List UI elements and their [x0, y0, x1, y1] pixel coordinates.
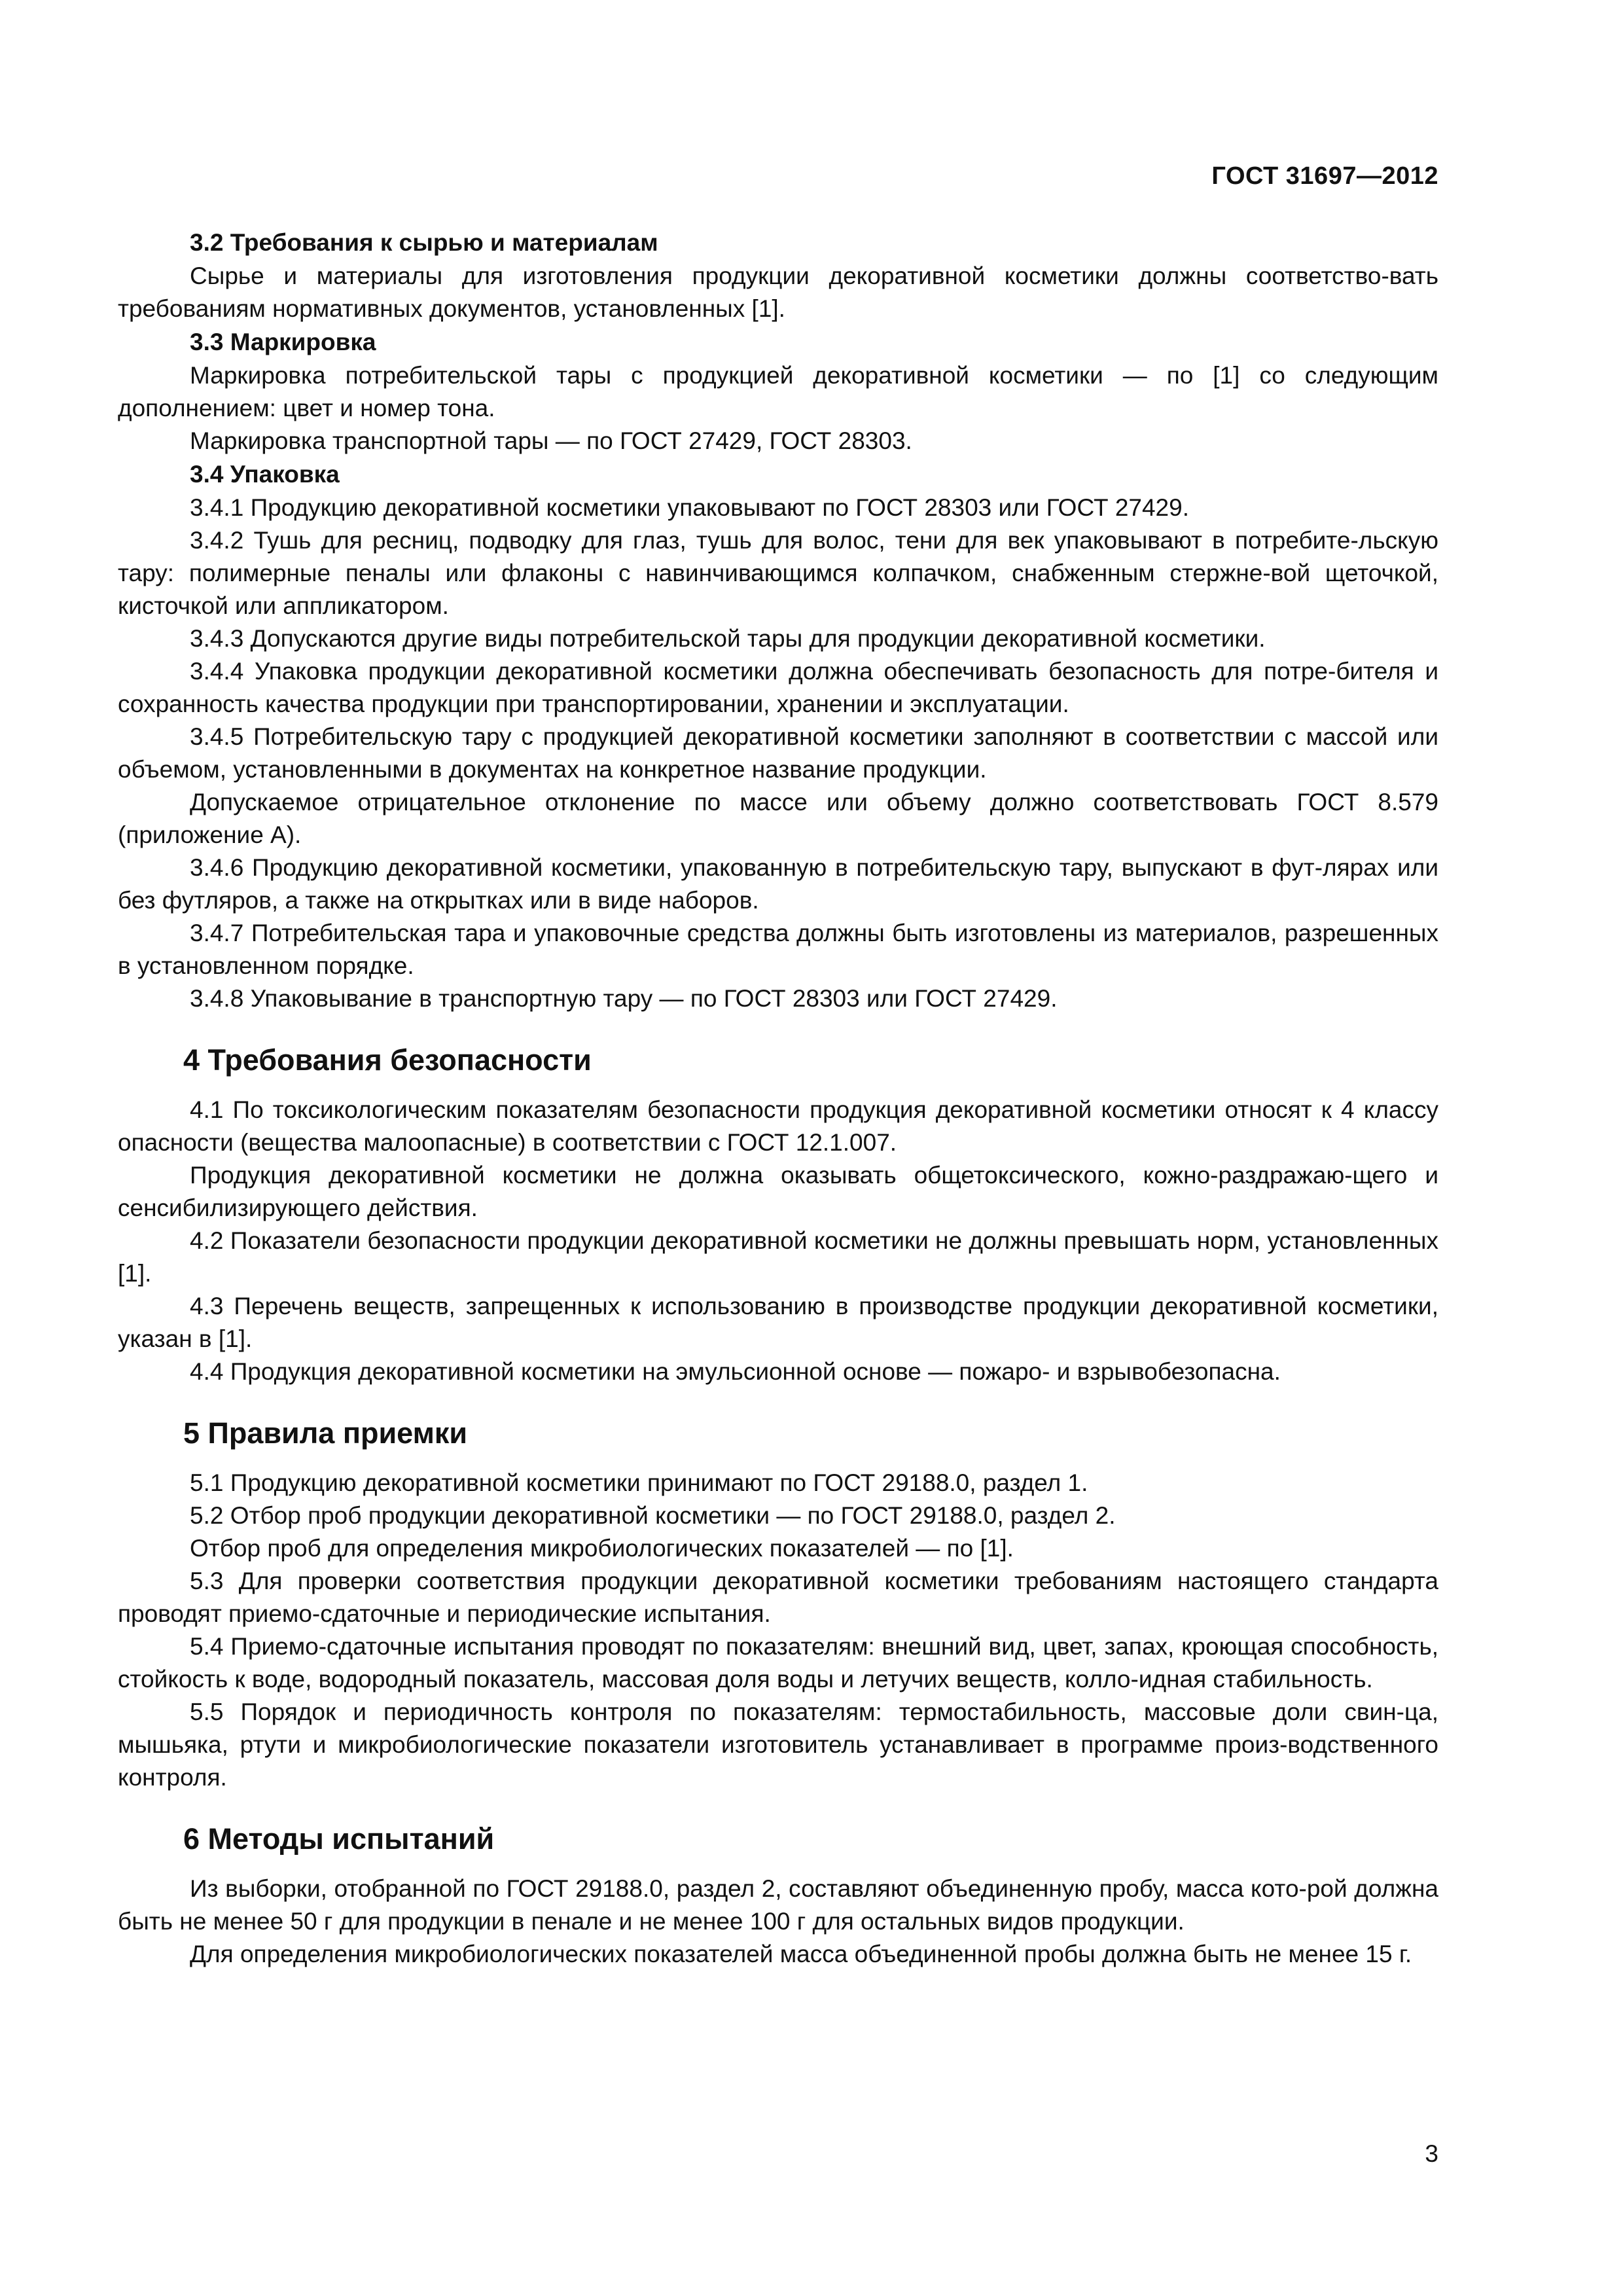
- paragraph: Из выборки, отобранной по ГОСТ 29188.0, раздел 2, составляют объединенную пробу, масса кото-рой должна быть не менее 50 г для продукции в пенале и не менее 100 г для остальных видов продукции.: [118, 1875, 1438, 1935]
- section-4-title: 4 Требования безопасности: [183, 1043, 592, 1077]
- paragraph: Маркировка транспортной тары — по ГОСТ 27429, ГОСТ 28303.: [190, 427, 912, 454]
- paragraph: 3.4.6 Продукцию декоративной косметики, упакованную в потребительскую тару, выпускают в фут-лярах или без футляров, а также на открытках или в виде наборов.: [118, 854, 1438, 914]
- paragraph: Маркировка потребительской тары с продукцией декоративной косметики — по [1] со следующим дополнением: цвет и номер тона.: [118, 362, 1438, 422]
- section-3-3-title: 3.3 Маркировка: [190, 329, 376, 355]
- paragraph: Для определения микробиологических показателей масса объединенной пробы должна быть не менее 15 г.: [190, 1941, 1412, 1967]
- paragraph: 3.4.4 Упаковка продукции декоративной косметики должна обеспечивать безопасность для потре-бителя и сохранность качества продукции при транспортировании, хранении и эксплуатации.: [118, 658, 1438, 717]
- paragraph: 5.1 Продукцию декоративной косметики принимают по ГОСТ 29188.0, раздел 1.: [190, 1469, 1088, 1496]
- paragraph: 3.4.2 Тушь для ресниц, подводку для глаз, тушь для волос, тени для век упаковывают в потребите-льскую тару: полимерные пеналы или флаконы с навинчивающимся колпачком, снабженным стержне-вой щеточкой, кисточкой или аппликатором.: [118, 527, 1438, 619]
- section-5-title: 5 Правила приемки: [183, 1416, 468, 1450]
- paragraph: 5.2 Отбор проб продукции декоративной косметики — по ГОСТ 29188.0, раздел 2.: [190, 1502, 1116, 1529]
- paragraph: 4.2 Показатели безопасности продукции декоративной косметики не должны превышать норм, установленных [1].: [118, 1227, 1438, 1287]
- section-3-2-title: 3.2 Требования к сырью и материалам: [190, 229, 658, 256]
- paragraph: 5.5 Порядок и периодичность контроля по показателям: термостабильность, массовые доли свин-ца, мышьяка, ртути и микробиологические показатели изготовитель устанавливает в программе произ-водственного контроля.: [118, 1698, 1438, 1791]
- paragraph: 5.3 Для проверки соответствия продукции декоративной косметики требованиям настоящего стандарта проводят приемо-сдаточные и периодические испытания.: [118, 1568, 1438, 1627]
- paragraph: 4.1 По токсикологическим показателям безопасности продукция декоративной косметики относят к 4 классу опасности (вещества малоопасные) в соответствии с ГОСТ 12.1.007.: [118, 1096, 1438, 1156]
- section-3-4-title: 3.4 Упаковка: [190, 461, 340, 488]
- paragraph: 3.4.7 Потребительская тара и упаковочные средства должны быть изготовлены из материалов, разрешенных в установленном порядке.: [118, 920, 1438, 979]
- paragraph: Допускаемое отрицательное отклонение по массе или объему должно соответствовать ГОСТ 8.579 (приложение А).: [118, 789, 1438, 848]
- section-6-title: 6 Методы испытаний: [183, 1822, 495, 1856]
- paragraph: 3.4.3 Допускаются другие виды потребительской тары для продукции декоративной косметики.: [190, 625, 1266, 652]
- standard-id: ГОСТ 31697—2012: [1211, 162, 1438, 190]
- page-number: 3: [1425, 2140, 1438, 2167]
- paragraph: Отбор проб для определения микробиологических показателей — по [1].: [190, 1535, 1014, 1562]
- paragraph: 3.4.1 Продукцию декоративной косметики упаковывают по ГОСТ 28303 или ГОСТ 27429.: [190, 494, 1189, 521]
- paragraph: 3.4.8 Упаковывание в транспортную тару — по ГОСТ 28303 или ГОСТ 27429.: [190, 985, 1058, 1012]
- paragraph: 4.4 Продукция декоративной косметики на эмульсионной основе — пожаро- и взрывобезопасна.: [190, 1358, 1281, 1385]
- paragraph: 3.4.5 Потребительскую тару с продукцией декоративной косметики заполняют в соответствии с массой или объемом, установленными в документах на конкретное название продукции.: [118, 723, 1438, 783]
- paragraph: 5.4 Приемо-сдаточные испытания проводят по показателям: внешний вид, цвет, запах, кроющая способность, стойкость к воде, водородный показатель, массовая доля воды и летучих веществ, колло-идная стабильность.: [118, 1633, 1438, 1693]
- paragraph: 4.3 Перечень веществ, запрещенных к использованию в производстве продукции декоративной косметики, указан в [1].: [118, 1293, 1438, 1352]
- document-body: [118, 226, 1438, 1971]
- paragraph: Сырье и материалы для изготовления продукции декоративной косметики должны соответство-вать требованиям нормативных документов, установленных [1].: [118, 262, 1438, 322]
- paragraph: Продукция декоративной косметики не должна оказывать общетоксического, кожно-раздражаю-щего и сенсибилизирующего действия.: [118, 1162, 1438, 1221]
